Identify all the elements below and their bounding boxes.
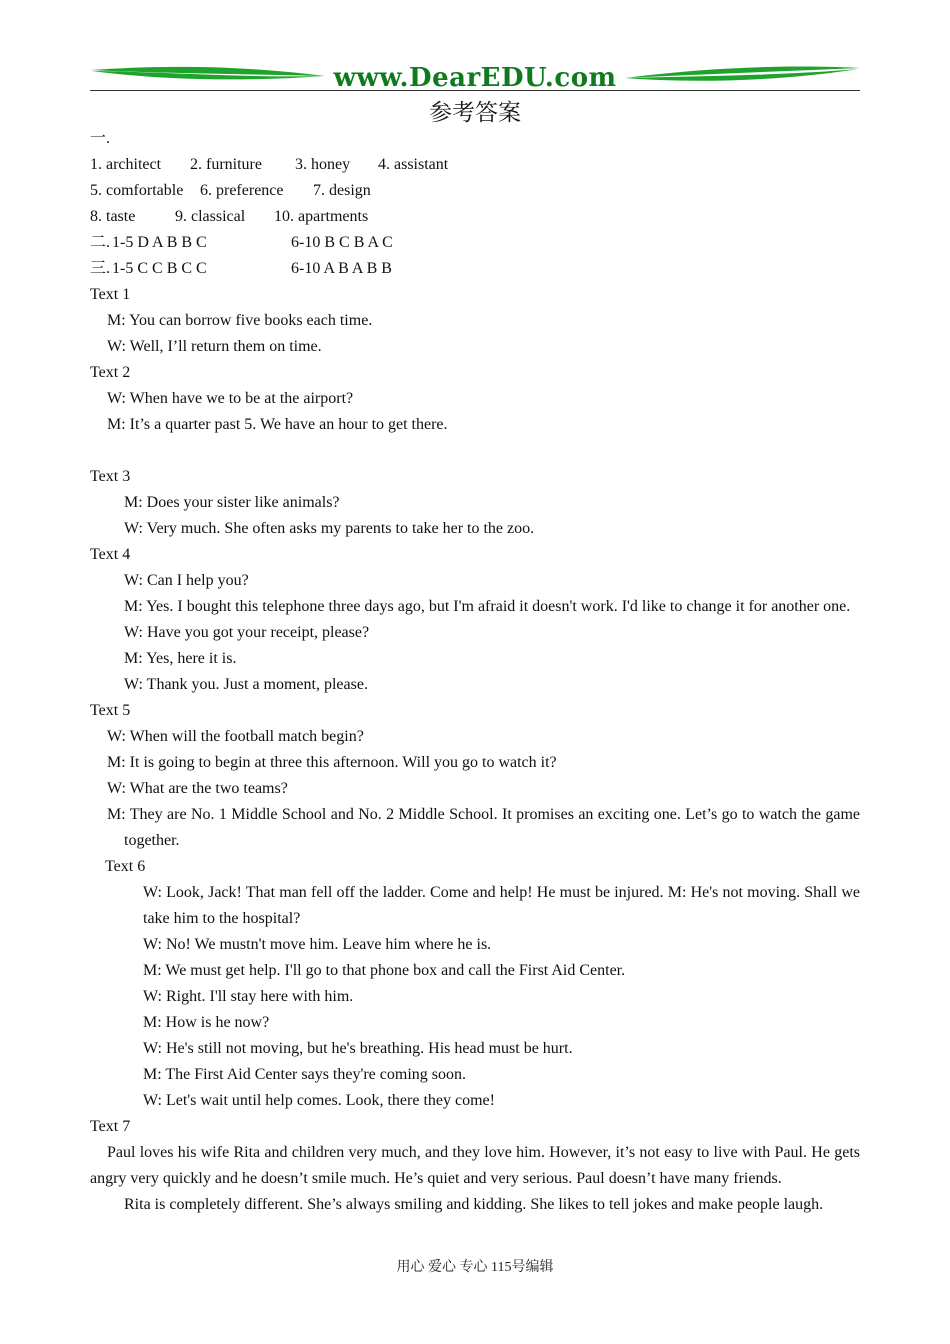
dialogue-line: W: Can I help you? <box>124 572 249 589</box>
paragraph: Paul loves his wife Rita and children very much, and they love him. However, it’s not easy to live with Paul. He gets angry very quickly and he doesn’t smile much. He’s quiet and very serious. Paul doesn’t have many friends. <box>90 1144 860 1187</box>
dialogue-line: M: We must get help. I'll go to that phone box and call the First Aid Center. <box>143 962 626 979</box>
vocab-row-2 <box>90 178 860 204</box>
vocab-row-1 <box>90 152 860 178</box>
dialogue-line: W: When will the football match begin? <box>107 728 364 745</box>
blank-line <box>90 438 860 464</box>
site-logo-text: www.DearEDU.com <box>333 63 617 93</box>
vocab-item: 7. design <box>313 182 371 199</box>
answer-content <box>90 126 860 1218</box>
dialogue-line: W: He's still not moving, but he's breathing. His head must be hurt. <box>143 1040 573 1057</box>
section3-answers <box>90 256 860 282</box>
dialogue-line: W: Well, I’ll return them on time. <box>107 338 322 355</box>
section2-label: 二. <box>90 234 111 251</box>
text1-heading: Text 1 <box>90 286 131 303</box>
text7-heading: Text 7 <box>90 1118 131 1135</box>
text5-heading: Text 5 <box>90 702 131 719</box>
section2-answers <box>90 230 860 256</box>
section3-answers-b: 6-10 A B A B B <box>291 260 392 277</box>
dialogue-line: M: Yes. I bought this telephone three days ago, but I'm afraid it doesn't work. I'd like to change it for another one. <box>124 598 851 615</box>
dialogue-line: M: They are No. 1 Middle School and No. 2 Middle School. It promises an exciting one. Let’s go to watch the game together. <box>107 806 860 849</box>
header-divider <box>90 90 860 91</box>
vocab-item: 6. preference <box>200 182 284 199</box>
vocab-item: 4. assistant <box>378 156 449 173</box>
dialogue-line: W: Look, Jack! That man fell off the ladder. Come and help! He must be injured. M: He's not moving. Shall we take him to the hospital? <box>143 884 860 927</box>
dialogue-line: W: Right. I'll stay here with him. <box>143 988 354 1005</box>
dialogue-line: M: It is going to begin at three this afternoon. Will you go to watch it? <box>107 754 557 771</box>
dialogue-line: W: Thank you. Just a moment, please. <box>124 676 368 693</box>
vocab-item: 3. honey <box>295 156 351 173</box>
text2-heading: Text 2 <box>90 364 131 381</box>
vocab-item: 10. apartments <box>274 208 369 225</box>
text3-heading: Text 3 <box>90 468 131 485</box>
section2-answers-a: 1-5 D A B B C <box>112 234 207 251</box>
page-footer: 用心 爱心 专心 115号编辑 <box>396 1260 554 1275</box>
section2-answers-b: 6-10 B C B A C <box>291 234 393 251</box>
vocab-row-3 <box>90 204 860 230</box>
dialogue-line: W: Very much. She often asks my parents to take her to the zoo. <box>124 520 535 537</box>
vocab-item: 2. furniture <box>190 156 262 173</box>
dialogue-line: M: Yes, here it is. <box>124 650 237 667</box>
section3-label: 三. <box>90 260 111 277</box>
dialogue-line: M: The First Aid Center says they're coming soon. <box>143 1066 466 1083</box>
text4-heading: Text 4 <box>90 546 131 563</box>
text6-heading: Text 6 <box>105 858 146 875</box>
vocab-item: 8. taste <box>90 208 136 225</box>
vocab-item: 5. comfortable <box>90 182 184 199</box>
dialogue-line: W: Have you got your receipt, please? <box>124 624 370 641</box>
dialogue-line: W: When have we to be at the airport? <box>107 390 354 407</box>
dialogue-line: W: Let's wait until help comes. Look, there they come! <box>143 1092 495 1109</box>
dialogue-line: W: What are the two teams? <box>107 780 288 797</box>
vocab-item: 1. architect <box>90 156 162 173</box>
vocab-item: 9. classical <box>175 208 246 225</box>
section1-heading: 一. <box>90 130 111 147</box>
paragraph: Rita is completely different. She’s always smiling and kidding. She likes to tell jokes and make people laugh. <box>124 1196 824 1213</box>
dialogue-line: M: Does your sister like animals? <box>124 494 340 511</box>
page-title: 参考答案 <box>429 100 521 125</box>
dialogue-line: M: How is he now? <box>143 1014 270 1031</box>
dialogue-line: W: No! We mustn't move him. Leave him where he is. <box>143 936 492 953</box>
dialogue-line: M: It’s a quarter past 5. We have an hour to get there. <box>107 416 448 433</box>
dialogue-line: M: You can borrow five books each time. <box>107 312 373 329</box>
section3-answers-a: 1-5 C C B C C <box>112 260 207 277</box>
